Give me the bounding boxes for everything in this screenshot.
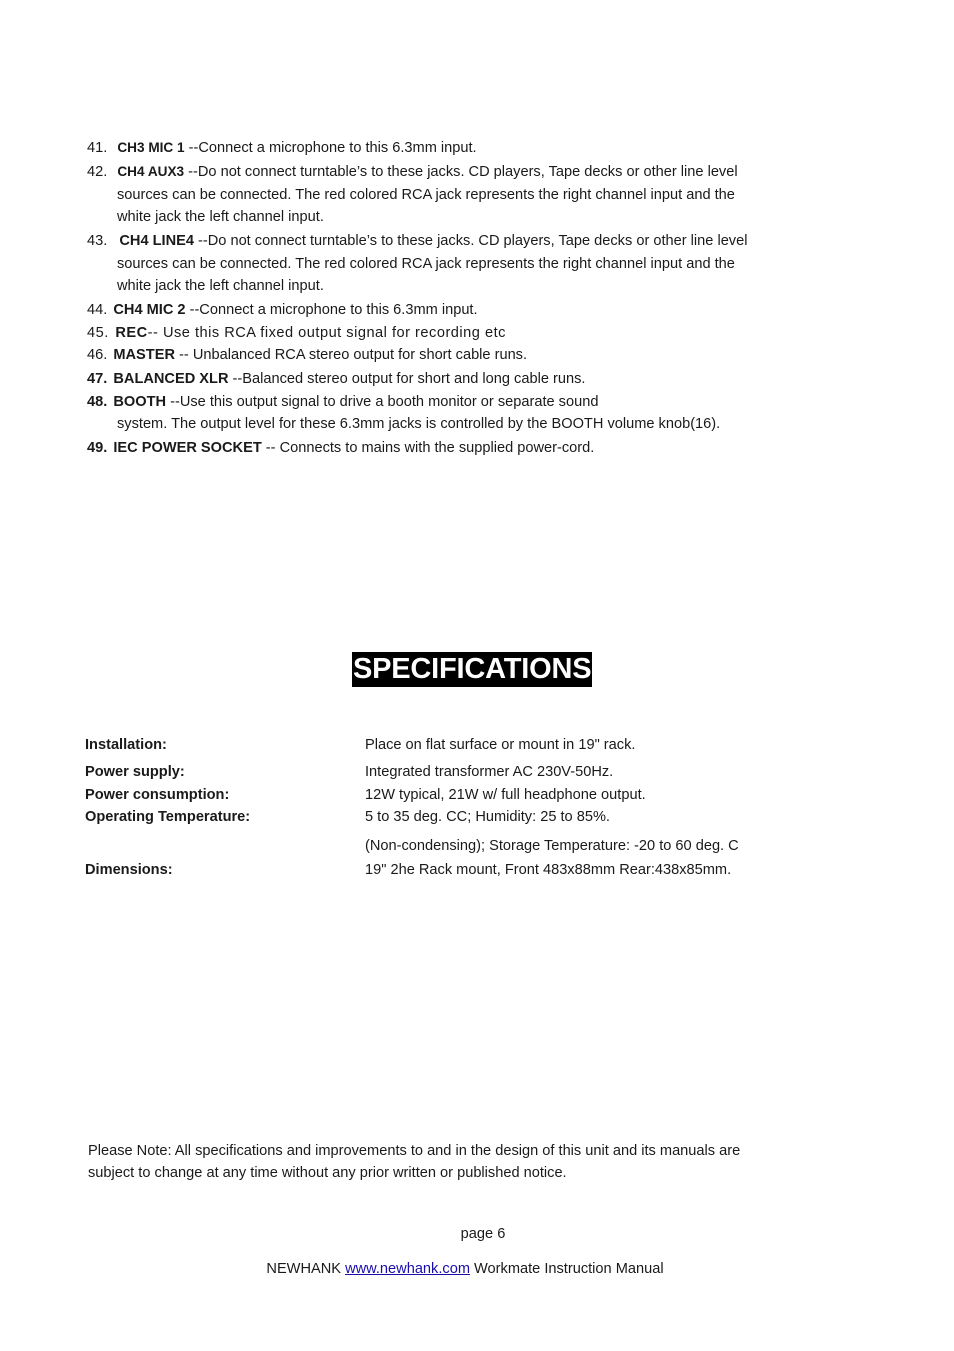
item-text: --Balanced stereo output for short and long cable runs. xyxy=(228,371,586,387)
item-label: BALANCED XLR xyxy=(113,371,229,387)
item-label: CH4 LINE4 xyxy=(119,233,194,249)
item-number: 47. xyxy=(87,371,108,387)
item-text: -- Connects to mains with the supplied power-cord. xyxy=(261,440,595,456)
item-number: 44. xyxy=(87,302,108,318)
item-number: 45. xyxy=(87,325,109,341)
item-label: MASTER xyxy=(113,347,175,363)
item-48 xyxy=(87,391,598,413)
item-45 xyxy=(87,322,506,344)
item-number: 49. xyxy=(87,440,108,456)
spec-label: Dimensions: xyxy=(85,862,173,878)
spec-label: Operating Temperature: xyxy=(85,809,251,825)
item-48-continuation: system. The output level for these 6.3mm jacks is controlled by the BOOTH volume knob(16). xyxy=(117,416,721,432)
spec-value: Integrated transformer AC 230V-50Hz. xyxy=(365,764,614,780)
spec-label: Installation: xyxy=(85,737,167,753)
item-number: 42. xyxy=(87,164,108,180)
item-49 xyxy=(87,437,594,459)
spec-value: 12W typical, 21W w/ full headphone output. xyxy=(365,787,646,803)
spec-value: 19" 2he Rack mount, Front 483x88mm Rear:438x85mm. xyxy=(365,862,732,878)
item-text: -- Use this RCA fixed output signal for recording etc xyxy=(147,325,506,341)
item-42-continuation: white jack the left channel input. xyxy=(117,209,324,225)
item-text: -- Unbalanced RCA stereo output for short cable runs. xyxy=(174,347,528,363)
item-47 xyxy=(87,368,585,390)
page-number: page 6 xyxy=(460,1226,506,1242)
spec-label: Power consumption: xyxy=(85,787,230,803)
item-number: 41. xyxy=(87,140,108,156)
spec-value: Place on flat surface or mount in 19" rack. xyxy=(365,737,636,753)
spec-value: 5 to 35 deg. CC; Humidity: 25 to 85%. xyxy=(365,809,610,825)
item-43-continuation: sources can be connected. The red colored RCA jack represents the right channel input and the xyxy=(117,256,735,272)
item-44 xyxy=(87,299,478,321)
item-label: IEC POWER SOCKET xyxy=(113,440,262,456)
item-43-continuation: white jack the left channel input. xyxy=(117,278,324,294)
item-text: --Connect a microphone to this 6.3mm input. xyxy=(185,302,478,318)
website-link[interactable]: www.newhank.com xyxy=(345,1261,470,1277)
item-number: 46. xyxy=(87,347,108,363)
item-42 xyxy=(87,161,738,183)
footer-suffix: Workmate Instruction Manual xyxy=(474,1261,664,1277)
item-label: CH3 MIC 1 xyxy=(117,140,185,155)
note-line: subject to change at any time without any prior written or published notice. xyxy=(88,1165,567,1181)
item-label: CH4 AUX3 xyxy=(117,164,185,179)
specifications-heading: SPECIFICATIONS xyxy=(353,653,592,685)
footer xyxy=(0,1261,930,1277)
item-label: REC xyxy=(115,325,148,341)
footer-brand: NEWHANK xyxy=(266,1261,341,1277)
item-text: --Use this output signal to drive a booth monitor or separate sound xyxy=(166,394,599,410)
spec-label: Power supply: xyxy=(85,764,185,780)
note-line: Please Note: All specifications and improvements to and in the design of this unit and its manuals are xyxy=(88,1143,741,1159)
spec-value: (Non-condensing); Storage Temperature: -20 to 60 deg. C xyxy=(365,838,739,854)
item-41 xyxy=(87,137,477,159)
item-label: CH4 MIC 2 xyxy=(113,302,186,318)
item-42-continuation: sources can be connected. The red colored RCA jack represents the right channel input and the xyxy=(117,187,735,203)
item-number: 43. xyxy=(87,233,108,249)
item-number: 48. xyxy=(87,394,108,410)
item-46 xyxy=(87,344,527,366)
item-text: --Do not connect turntable’s to these jacks. CD players, Tape decks or other line level xyxy=(193,233,748,249)
item-text: --Connect a microphone to this 6.3mm input. xyxy=(184,140,477,156)
item-43 xyxy=(87,230,747,252)
item-text: --Do not connect turntable’s to these jacks. CD players, Tape decks or other line level xyxy=(184,164,738,180)
item-label: BOOTH xyxy=(113,394,167,410)
